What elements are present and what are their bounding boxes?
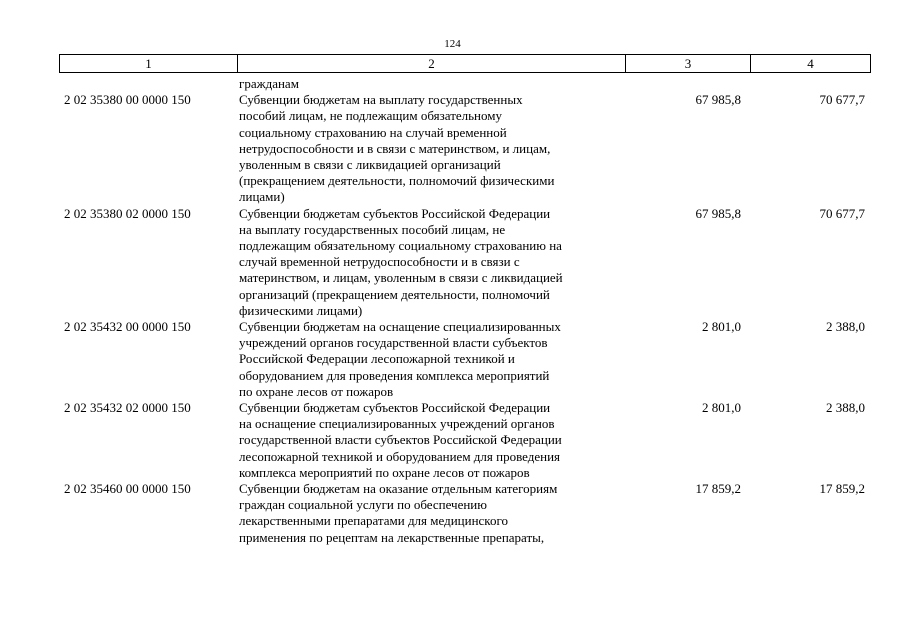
row-col3: 67 985,8 — [695, 205, 741, 221]
table-row — [59, 319, 871, 400]
row-col3: 17 859,2 — [695, 481, 741, 497]
row-description — [239, 481, 625, 546]
description-line: подлежащим обязательному социальному страхованию на — [239, 238, 562, 254]
description-line: Субвенции бюджетам субъектов Российской Федерации — [239, 400, 551, 416]
description-line: на оснащение специализированных учреждений органов — [239, 416, 555, 432]
row-code: 2 02 35432 02 0000 150 — [64, 400, 191, 416]
row-col4: 2 388,0 — [826, 400, 865, 416]
row-code: 2 02 35380 00 0000 150 — [64, 92, 191, 108]
table-row — [59, 481, 871, 546]
description-line: применения по рецептам на лекарственные препараты, — [239, 529, 545, 545]
description-line: физическими лицами) — [239, 302, 363, 318]
description-line: социальному страхованию на случай временной — [239, 124, 507, 140]
description-line: Субвенции бюджетам на оказание отдельным категориям — [239, 481, 558, 497]
description-line: нетрудоспособности и в связи с материнством, и лицам, — [239, 140, 551, 156]
row-col4: 70 677,7 — [819, 205, 865, 221]
description-line: лицами) — [239, 189, 285, 205]
description-line: организаций (прекращением деятельности, полномочий — [239, 286, 550, 302]
table-body — [59, 76, 871, 546]
row-col3: 2 801,0 — [702, 400, 741, 416]
table-header — [59, 54, 871, 73]
description-line: уволенным в связи с ликвидацией организаций — [239, 157, 501, 173]
description-line: оборудованием для проведения комплекса мероприятий — [239, 367, 550, 383]
continuation-row — [59, 76, 871, 92]
description-line: учреждений органов государственной власти субъектов — [239, 335, 548, 351]
row-code — [59, 76, 239, 92]
description-line: (прекращением деятельности, полномочий физическими — [239, 173, 555, 189]
row-col3: 2 801,0 — [702, 319, 741, 335]
row-col3: 67 985,8 — [695, 92, 741, 108]
row-description — [239, 92, 625, 205]
description-line: Субвенции бюджетам субъектов Российской Федерации — [239, 205, 551, 221]
description-line: граждан социальной услуги по обеспечению — [239, 497, 487, 513]
table-row — [59, 206, 871, 319]
description-line: лесопожарной техникой и оборудованием для проведения — [239, 448, 561, 464]
row-col4: 70 677,7 — [819, 92, 865, 108]
description-line: пособий лицам, не подлежащим обязательному — [239, 108, 502, 124]
row-col4: 2 388,0 — [826, 319, 865, 335]
row-col3 — [625, 76, 750, 92]
row-col4: 17 859,2 — [819, 481, 865, 497]
description-line: случай временной нетрудоспособности и в связи с — [239, 254, 520, 270]
header-col-1: 1 — [60, 55, 238, 72]
description-line: Российской Федерации лесопожарной техникой и — [239, 351, 515, 367]
row-description — [239, 400, 625, 481]
page-number: 124 — [444, 38, 461, 50]
row-code: 2 02 35380 02 0000 150 — [64, 205, 191, 221]
header-col-4: 4 — [807, 56, 814, 71]
description-line: Субвенции бюджетам на выплату государственных — [239, 92, 523, 108]
row-description — [239, 206, 625, 319]
table-row — [59, 400, 871, 481]
description-line: лекарственными препаратами для медицинского — [239, 513, 508, 529]
description-line: по охране лесов от пожаров — [239, 383, 394, 399]
description-line: гражданам — [239, 76, 299, 91]
row-description — [239, 76, 625, 92]
description-line: комплекса мероприятий по охране лесов от пожаров — [239, 464, 530, 480]
description-line: Субвенции бюджетам на оснащение специализированных — [239, 319, 561, 335]
row-col4 — [750, 76, 871, 92]
table-row — [59, 92, 871, 205]
description-line: материнством, и лицам, уволенным в связи с ликвидацией — [239, 270, 563, 286]
header-col-3: 3 — [626, 55, 751, 72]
description-line: государственной власти субъектов Российской Федерации — [239, 432, 562, 448]
row-code: 2 02 35432 00 0000 150 — [64, 319, 191, 335]
description-line: на выплату государственных пособий лицам, не — [239, 221, 506, 237]
header-col-2: 2 — [238, 55, 626, 72]
row-code: 2 02 35460 00 0000 150 — [64, 481, 191, 497]
row-description — [239, 319, 625, 400]
